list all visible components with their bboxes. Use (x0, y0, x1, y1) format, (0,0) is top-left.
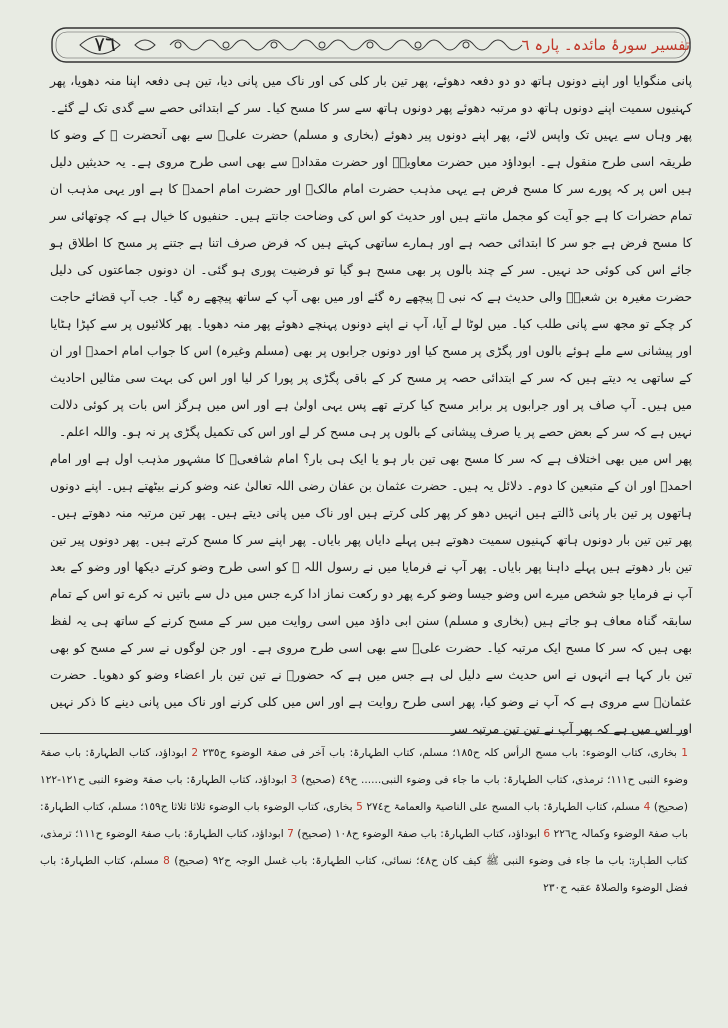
footnote-divider (40, 733, 688, 734)
footnote-text: ابوداؤد، کتاب الطہارۃ: باب صفۃ الوضوء ح١١١؛ ترمذی، کتاب الطہارۃ: باب ما جاء فی وضوء النبی ﷺ کیف کان ح٤٨؛ نسائی، کتاب الطہارۃ: باب غسل الوجہ ح٩٢ (صحیح) (40, 828, 689, 867)
running-title: تفسیر سورۂ مائدہ۔ پارہ ٦ (521, 36, 690, 54)
footnote-text: بخاری، کتاب الوضوء باب الوضوء ثلاثا ثلاثا ح١٥٩؛ مسلم، کتاب الطہارۃ: باب صفۃ الوضوء وکمالہ ح٢٢٦ (40, 801, 688, 840)
footnote-text: ابوداؤد، کتاب الطہارۃ: باب صفۃ وضوء النبی ح١١١؛ ترمذی، کتاب الطہارۃ: باب ما جاء فی وضوء النبی...... ح٤٩ (صحیح) (40, 747, 688, 786)
footnote-number: 4 (643, 801, 651, 813)
footnote-number: 8 (163, 855, 170, 867)
paragraph: پھر اس میں بھی اختلاف ہے کہ سر کا مسح بھی تین بار ہو یا ایک ہی بار؟ امام شافعیؒ کا مشہور مذہب اول ہے اور امام احمدؒ اور ان کے متبعین کا دوم۔ دلائل یہ ہیں۔ حضرت عثمان بن عفان رضی اللہ تعالیٰ عنہ وضو کرنے بیٹھتے ہیں۔ اپنے دونوں ہاتھوں پر تین بار پانی ڈالتے ہیں انہیں دھو کر پھر کلی کرتے ہیں اور ناک میں پانی دیتے ہیں۔ پھر تین مرتبہ منہ دھوتے ہیں۔ پھر تین تین بار دونوں ہاتھ کہنیوں سمیت دھوتے ہیں پہلے دایاں پھر بایاں۔ پھر اپنے سر کا مسح کرتے ہیں۔ پھر دونوں پیر تین تین بار دھوتے ہیں پہلے داہنا پھر بایاں۔ پھر آپ نے فرمایا میں نے رسول اللہ ﷺ کو اسی طرح وضو کرتے دیکھا اور وضو کے بعد آپ نے فرمایا جو شخص میرے اس وضو جیسا وضو کرے پھر دو رکعت نماز ادا کرے جس میں دل سے باتیں نہ کرے تو اس کے تمام سابقہ گناہ معاف ہو جاتے ہیں (بخاری و مسلم) سنن ابی داؤد میں اسی روایت میں سر کے مسح کرنے کے ساتھ ہی یہ لفظ بھی ہیں کہ سر کا مسح ایک مرتبہ کیا۔ حضرت علیؓ سے بھی اسی طرح مروی ہے۔ اور جن لوگوں نے سر کے مسح کو بھی تین بار کہا ہے انہوں نے اس حدیث سے دلیل لی ہے جس میں ہے کہ حضورؐ نے تین تین بار اعضاء وضو کو دھویا۔ حضرت عثمانؓ سے مروی ہے کہ آپ نے وضو کیا، پھر اسی طرح روایت ہے اور اس میں کلی کرنے اور ناک میں پانی دینے کا ذکر نہیں اور اس میں ہے کہ پھر آپ نے تین تین مرتبہ سر (50, 452, 692, 736)
footnote-text: ابوداؤد، کتاب الطہارۃ: باب صفۃ الوضوء ح١٠٨ (صحیح) (297, 828, 540, 840)
footnote-text: مسلم، کتاب الطہارۃ: باب المسح علی الناصیۃ والعمامۃ ح٢٧٤ (366, 801, 641, 813)
page-number: ٧٦ (94, 32, 116, 56)
footnote-number: 2 (191, 747, 199, 759)
footnote-number: 1 (681, 747, 688, 759)
footnotes-block (40, 740, 688, 902)
footnote-number: 3 (290, 774, 298, 786)
paragraph: پانی منگوایا اور اپنے دونوں ہاتھ دو دو دفعہ دھوئے، پھر تین بار کلی کی اور ناک میں پانی دیا، تین ہی دفعہ اپنا منہ دھویا، پھر کہنیوں سمیت اپنے دونوں ہاتھ دو مرتبہ دھوئے پھر دونوں ہاتھ سے سر کا مسح کیا۔ سر کے ابتدائی حصے سے گدی تک لے گئے۔ پھر وہاں سے یہیں تک واپس لائے، پھر اپنے دونوں پیر دھوئے (بخاری و مسلم) حضرت علیؓ سے بھی آنحضرت ﷺ کے وضو کا طریقہ اسی طرح منقول ہے۔ ابوداؤد میں حضرت معاویہؓ اور حضرت مقدادؓ سے بھی اسی طرح مروی ہے۔ یہ حدیثیں دلیل ہیں اس پر کہ پورے سر کا مسح فرض ہے یہی مذہب حضرت امام مالکؒ اور حضرت امام احمدؒ کا ہے اور یہی مذہب ان تمام حضرات کا ہے جو آیت کو مجمل مانتے ہیں اور حدیث کو اس کی وضاحت جانتے ہیں۔ حنفیوں کا خیال ہے کہ چوتھائی سر کا مسح فرض ہے جو سر کا ابتدائی حصہ ہے اور ہمارے ساتھی کہتے ہیں کہ فرض صرف اتنا ہے جتنے پر مسح کا اطلاق ہو جائے اس کی کوئی حد نہیں۔ سر کے چند بالوں پر بھی مسح ہو گیا تو فرضیت پوری ہو گئی۔ ان دونوں جماعتوں کی دلیل حضرت مغیرہ بن شعبہؓ والی حدیث ہے کہ نبی ﷺ پیچھے رہ گئے اور میں بھی آپ کے ساتھ پیچھے رہ گیا۔ جب آپ قضائے حاجت کر چکے تو مجھ سے پانی طلب کیا۔ میں لوٹا لے آیا، آپ نے اپنے دونوں پہنچے دھوئے پھر منہ دھویا۔ پھر کلائیوں پر سے کپڑا ہٹایا اور پیشانی سے ملے ہوئے بالوں اور پگڑی پر مسح کیا اور دونوں جرابوں پر بھی (مسلم وغیرہ) اس کا جواب امام احمدؒ اور ان کے ساتھی یہ دیتے ہیں کہ سر کے ابتدائی حصہ پر مسح کر کے باقی پگڑی پر پورا کر لیا اور اس کی بہت سی مثالیں احادیث میں ہیں۔ آپ صاف پر اور جرابوں پر برابر مسح کیا کرتے تھے پس یہی اولیٰ ہے اور اس میں ہرگز اس بات پر کوئی دلالت نہیں ہے کہ سر کے بعض حصے پر یا صرف پیشانی کے بالوں پر ہی مسح کر لے اور اس کی تکمیل پگڑی پر نہ ہو۔ واللہ اعلم۔ (50, 74, 692, 439)
main-text (50, 68, 692, 736)
footnote-number: 5 (356, 801, 363, 813)
footnote-text: مسلم، کتاب الطہارۃ: باب فضل الوضوء والصلاۃ عقبہ ح٢٣٠ (40, 855, 688, 894)
footnote-number: 6 (543, 828, 551, 840)
footnote-number: 7 (287, 828, 294, 840)
footnote-text: ابوداؤد، کتاب الطہارۃ: باب صفۃ وضوء النبی ح١٢١-١٢٢ (صحیح) (40, 774, 689, 813)
footnote-text: بخاری، کتاب الوضوء: باب مسح الرأس کلہ ح١٨٥؛ مسلم، کتاب الطہارۃ: باب آخر فی صفۃ الوضوء ح٢٣٥ (202, 747, 677, 759)
footnotes (40, 740, 688, 970)
